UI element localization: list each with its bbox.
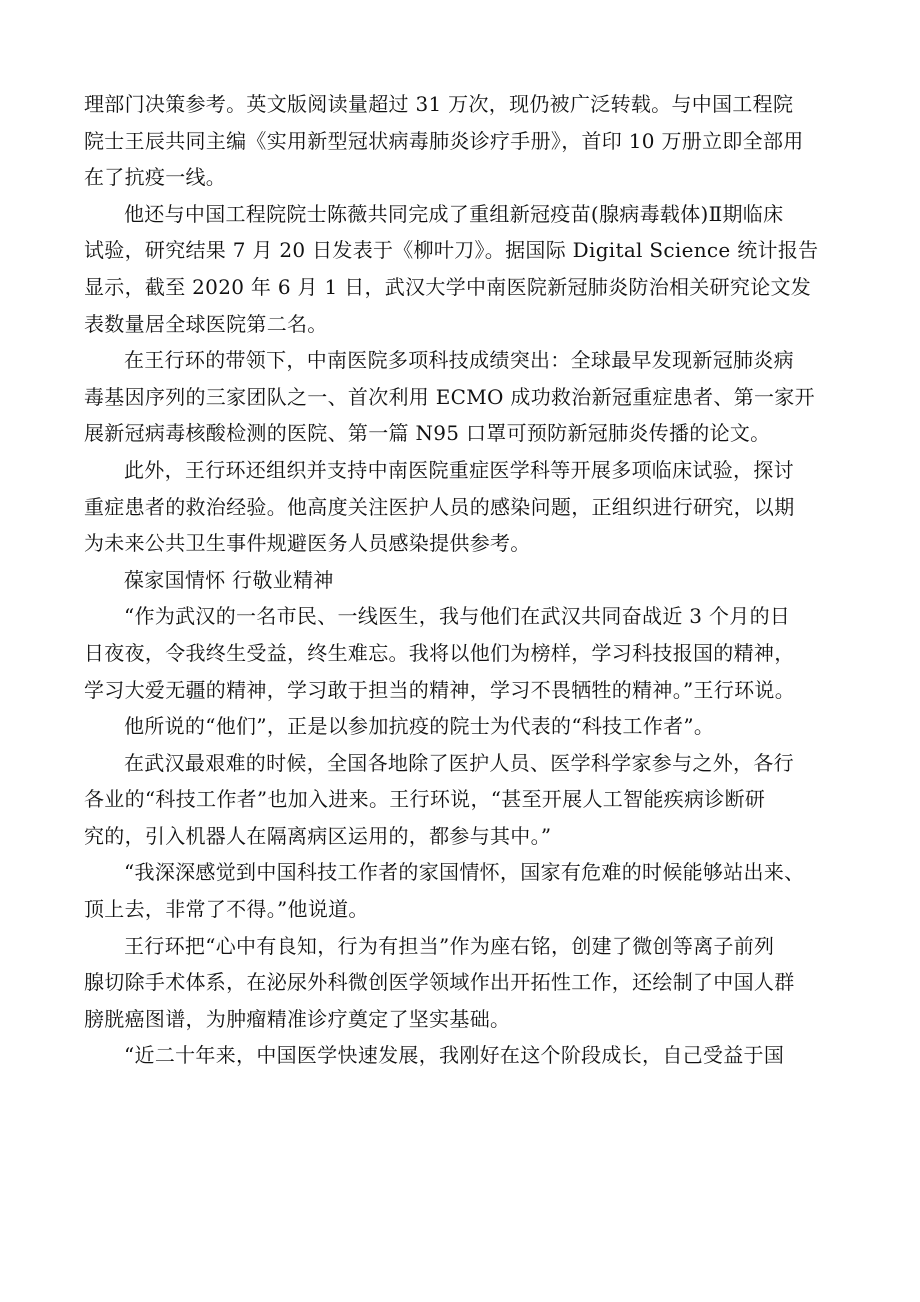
text-line: 在武汉最艰难的时候，全国各地除了医护人员、医学科学家参与之外，各行 (124, 750, 794, 775)
text-line: 在了抗疫一线。 (84, 165, 227, 190)
text-line: 顶上去，非常了不得。”他说道。 (84, 897, 369, 922)
text-line: 展新冠病毒核酸检测的医院、第一篇 N95 口罩可预防新冠肺炎传播的论文。 (84, 421, 771, 446)
paragraph-3 (84, 342, 839, 452)
text-line: 腺切除手术体系，在泌尿外科微创医学领域作出开拓性工作，还绘制了中国人群 (84, 970, 795, 995)
text-line: “作为武汉的一名市民、一线医生，我与他们在武汉共同奋战近 3 个月的日 (124, 604, 791, 629)
text-line: 究的，引入机器人在隔离病区运用的，都参与其中。” (84, 823, 552, 848)
text-line: 他还与中国工程院院士陈薇共同完成了重组新冠疫苗(腺病毒载体)Ⅱ期临床 (124, 201, 784, 226)
text-line: 试验，研究结果 7 月 20 日发表于《柳叶刀》。据国际 Digital Science 统计报告 (84, 238, 819, 263)
text-line: 毒基因序列的三家团队之一、首次利用 ECMO 成功救治新冠重症患者、第一家开 (84, 384, 815, 409)
section-heading (84, 562, 839, 599)
paragraph-10 (84, 1037, 839, 1074)
text-line: “我深深感觉到中国科技工作者的家国情怀，国家有危难的时候能够站出来、 (124, 860, 805, 885)
paragraph-9 (84, 928, 839, 1038)
paragraph-4 (84, 452, 839, 562)
document-page (84, 86, 839, 1074)
paragraph-2 (84, 196, 839, 342)
text-line: 表数量居全球医院第二名。 (84, 311, 328, 336)
text-line: 在王行环的带领下，中南医院多项科技成绩突出：全球最早发现新冠肺炎病 (124, 348, 794, 373)
section-heading-text: 葆家国情怀 行敬业精神 (124, 567, 334, 592)
text-line: 王行环把“心中有良知，行为有担当”作为座右铭，创建了微创等离子前列 (124, 933, 775, 958)
paragraph-8 (84, 854, 839, 927)
text-line: 理部门决策参考。英文版阅读量超过 31 万次，现仍被广泛转载。与中国工程院 (84, 92, 794, 116)
paragraph-7 (84, 745, 839, 855)
paragraph-6 (84, 708, 839, 745)
paragraph-1 (84, 86, 839, 196)
text-line: “近二十年来，中国医学快速发展，我刚好在这个阶段成长，自己受益于国 (124, 1043, 785, 1068)
paragraph-5 (84, 598, 839, 708)
text-line: 为未来公共卫生事件规避医务人员感染提供参考。 (84, 531, 531, 556)
text-line: 院士王辰共同主编《实用新型冠状病毒肺炎诊疗手册》，首印 10 万册立即全部用 (84, 128, 804, 153)
text-line: 各业的“科技工作者”也加入进来。王行环说，“甚至开展人工智能疾病诊断研 (84, 787, 766, 812)
text-line: 他所说的“他们”，正是以参加抗疫的院士为代表的“科技工作者”。 (124, 714, 715, 739)
text-line: 显示，截至 2020 年 6 月 1 日，武汉大学中南医院新冠肺炎防治相关研究论文发 (84, 274, 812, 299)
text-line: 膀胱癌图谱，为肿瘤精准诊疗奠定了坚实基础。 (84, 1006, 511, 1031)
text-line: 日夜夜，令我终生受益，终生难忘。我将以他们为榜样，学习科技报国的精神， (84, 640, 795, 665)
text-line: 学习大爱无疆的精神，学习敢于担当的精神，学习不畏牺牲的精神。”王行环说。 (84, 677, 796, 702)
text-line: 重症患者的救治经验。他高度关注医护人员的感染问题，正组织进行研究，以期 (84, 494, 795, 519)
text-line: 此外，王行环还组织并支持中南医院重症医学科等开展多项临床试验，探讨 (124, 457, 794, 482)
